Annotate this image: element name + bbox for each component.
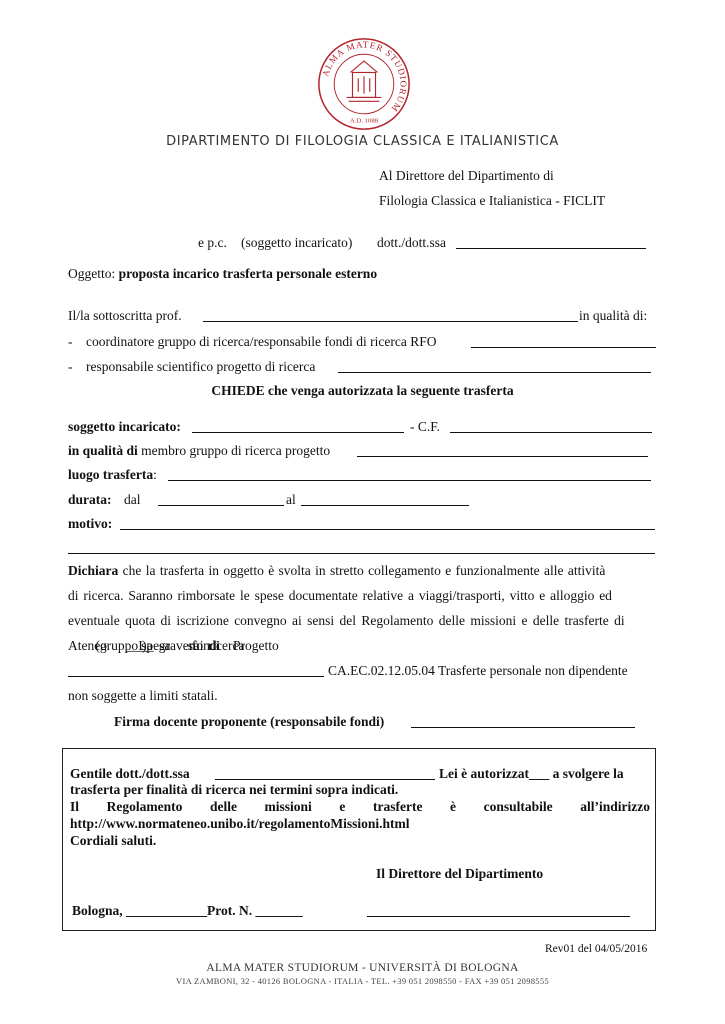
closing-text: Cordiali saluti. bbox=[70, 833, 157, 848]
subject-line bbox=[68, 266, 377, 282]
signature-label: Firma docente proponente (responsabile fondi) bbox=[114, 714, 385, 729]
declaration-line-3: eventuale quota di iscrizione convegno ai sensi del Regolamento delle missioni e delle trasferte di bbox=[68, 613, 625, 628]
qualita-blank[interactable] bbox=[357, 456, 648, 457]
cc-role: (soggetto incaricato) bbox=[241, 235, 353, 250]
option-project-label: responsabile scientifico progetto di ricerca bbox=[86, 359, 316, 374]
place-label: Bologna, bbox=[72, 903, 123, 918]
request-title: CHIEDE che venga autorizzata la seguente trasferta bbox=[211, 383, 514, 398]
option-project-blank[interactable] bbox=[338, 372, 651, 373]
soggetto-label: soggetto incaricato: bbox=[68, 419, 181, 434]
requester-suffix: in qualità di: bbox=[579, 308, 648, 323]
authorized-text: Lei è autorizzat___ a svolgere la bbox=[439, 766, 624, 781]
department-title: DIPARTIMENTO DI FILOLOGIA CLASSICA E ITALIANISTICA bbox=[166, 134, 559, 149]
recipient-line-1: Al Direttore del Dipartimento di bbox=[379, 168, 554, 183]
project-blank[interactable] bbox=[68, 676, 324, 677]
authorization-line-2: trasferta per finalità di ricerca nei termini sopra indicati. bbox=[70, 782, 399, 797]
luogo-blank[interactable] bbox=[168, 480, 651, 481]
director-signature-blank[interactable] bbox=[367, 916, 630, 917]
durata-label: durata: bbox=[68, 492, 112, 507]
option-rfo-label: coordinatore gruppo di ricerca/responsabile fondi di ricerca RFO bbox=[86, 334, 437, 349]
authorization-line-3: Il Regolamento delle missioni e trasferte è consultabile all’indirizzo bbox=[70, 799, 650, 814]
declaration-lead: Dichiara bbox=[68, 563, 119, 578]
option-rfo-blank[interactable] bbox=[471, 347, 656, 348]
footer-address: VIA ZAMBONI, 32 - 40126 BOLOGNA - ITALIA - TEL. +39 051 2098550 - FAX +39 051 2098555 bbox=[176, 976, 549, 986]
qualita-label: in qualità di bbox=[68, 443, 138, 458]
university-seal-logo bbox=[316, 36, 412, 132]
declaration-line-1: Dichiara che la trasferta in oggetto è svolta in stretto collegamento e funzionalmente alle attività bbox=[68, 563, 606, 578]
signature-blank[interactable] bbox=[411, 727, 635, 728]
declaration-line-4: Ateneo (gruppo ____ ). La spesa graverà sui fondi di ricerca Progetto bbox=[68, 638, 279, 653]
subject-text: proposta incarico trasferta personale esterno bbox=[118, 266, 378, 281]
recipient-line-2: Filologia Classica e Italianistica - FICLIT bbox=[379, 193, 606, 208]
dal-blank[interactable] bbox=[158, 505, 284, 506]
cc-label: e p.c. bbox=[198, 235, 227, 250]
cf-label: - C.F. bbox=[410, 419, 441, 434]
luogo-line: luogo trasferta: bbox=[68, 467, 157, 482]
requester-name-blank[interactable] bbox=[203, 321, 578, 322]
motivo-blank-2[interactable] bbox=[68, 553, 655, 554]
luogo-label: luogo trasferta bbox=[68, 467, 154, 482]
requester-prefix: Il/la sottoscritta prof. bbox=[68, 308, 182, 323]
revision-label: Rev01 del 04/05/2016 bbox=[545, 943, 648, 955]
greeting: Gentile dott./dott.ssa bbox=[70, 766, 190, 781]
cc-name-label: dott./dott.ssa bbox=[377, 235, 447, 250]
motivo-label: motivo: bbox=[68, 516, 113, 531]
qualita-line bbox=[68, 443, 330, 459]
al-blank[interactable] bbox=[301, 505, 469, 506]
option-bullet-2: - bbox=[68, 359, 73, 374]
cf-blank[interactable] bbox=[450, 432, 652, 433]
regulation-link[interactable]: http://www.normateneo.unibo.it/regolamentoMissioni.html bbox=[70, 816, 410, 831]
option-bullet-1: - bbox=[68, 334, 73, 349]
declaration-line-6: non soggette a limiti statali. bbox=[68, 688, 218, 703]
svg-text:ALMA MATER STUDIORUM: ALMA MATER STUDIORUM bbox=[320, 39, 409, 115]
soggetto-blank[interactable] bbox=[192, 432, 404, 433]
declaration-line-5: CA.EC.02.12.05.04 Trasferte personale non dipendente bbox=[328, 663, 628, 678]
svg-text:A.D. 1088: A.D. 1088 bbox=[349, 117, 379, 125]
place-line bbox=[72, 903, 303, 919]
footer-university: ALMA MATER STUDIORUM - UNIVERSITÀ DI BOLOGNA bbox=[206, 962, 519, 974]
qualita-text: membro gruppo di ricerca progetto bbox=[141, 443, 331, 458]
cc-name-blank[interactable] bbox=[456, 248, 646, 249]
greeting-name-blank[interactable] bbox=[215, 779, 435, 780]
prot-blank[interactable]: _______ bbox=[255, 903, 303, 918]
director-title: Il Direttore del Dipartimento bbox=[376, 866, 544, 881]
prot-label: Prot. N. bbox=[207, 903, 253, 918]
declaration-line-2: di ricerca. Saranno rimborsate le spese documentate relative a viaggi/trasporti, vitto e alloggio ed bbox=[68, 588, 612, 603]
al-label: al bbox=[286, 492, 296, 507]
subject-label: Oggetto: bbox=[68, 266, 116, 281]
date-blank[interactable]: ____________ bbox=[126, 903, 208, 918]
dal-label: dal bbox=[124, 492, 141, 507]
motivo-blank[interactable] bbox=[120, 529, 655, 530]
